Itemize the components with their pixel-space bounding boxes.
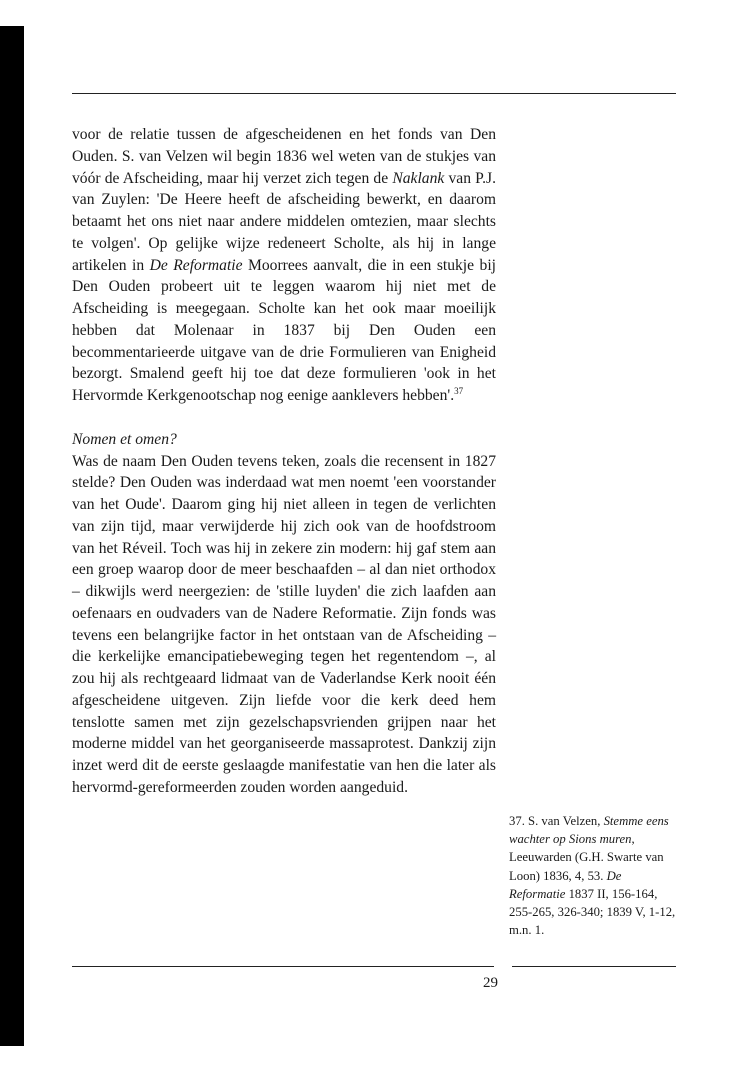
paragraph-text: van P.J. van Zuylen: 'De Heere heeft de afscheiding bewerkt, en daarom betaamt het ons niet naar andere middelen omtezien, maar slechts te volgen'. Op gelijke wijze redeneert Scholte, als hij in lange artikelen in	[72, 169, 496, 274]
page-number: 29	[483, 975, 498, 991]
footer-rule-margin	[512, 966, 676, 967]
italic-title-de-reformatie: De Reformatie	[149, 256, 243, 274]
paragraph-text: Moorrees aanvalt, die in een stukje bij Den Ouden probeert uit te leggen waarom hij niet met de Afscheiding is meegegaan. Scholte kan het ook maar moeilijk hebben dat Molenaar in 1837 bij Den Ouden een becommentarieerde uitgave van de drie Formulieren van Enigheid bezorgt. Smalend geeft hij toe dat deze formulieren 'ook in het Hervormde Kerkgenootschap nog eenige aanklevers hebben'.	[72, 256, 496, 404]
paragraph-text: voor de relatie tussen de afgescheidenen en het fonds van Den Ouden. S. van Velzen wil begin 1836 wel weten van de stukjes van vóór de Afscheiding, maar hij verzet zich tegen de	[72, 126, 496, 187]
body-paragraph-1	[72, 124, 496, 407]
footnote-text: 37. S. van Velzen,	[509, 814, 604, 828]
footer-rule-main	[72, 966, 494, 967]
section-heading: Nomen et omen?	[72, 430, 177, 448]
footnote-reference: 37	[454, 385, 464, 396]
footnote-text: , Leeuwarden (G.H. Swarte van Loon) 1836, 4, 53.	[509, 832, 664, 883]
footnote-italic-title: Stemme eens wachter op Sions muren	[509, 814, 669, 847]
main-text-column	[72, 124, 496, 799]
scan-binding-edge	[0, 26, 24, 1046]
footnote-37	[509, 812, 679, 939]
footnote-text: 1837 II, 156-164, 255-265, 326-340; 1839 V, 1-12, m.n. 1.	[509, 886, 676, 938]
italic-title-naklank: Naklank	[392, 169, 445, 187]
header-rule	[72, 93, 676, 94]
footnote-italic-title: De Reformatie	[509, 868, 622, 901]
body-paragraph-2: Was de naam Den Ouden tevens teken, zoals die recensent in 1827 stelde? Den Ouden was inderdaad wat men noemt 'een voorstander van het Oude'. Daarom ging hij niet alleen in tegen de verlichten van zijn tijd, maar verwijderde hij zich ook van de hoofdstroom van het Réveil. Toch was hij in zekere zin modern: hij gaf stem aan een groep waarop door de meer beschaafden – al dan niet orthodox – dikwijls werd neergezien: de 'stille luyden' die zich laafden aan oefenaars en oudvaders van de Nadere Reformatie. Zijn fonds was tevens een belangrijke factor in het ontstaan van de Afscheiding – die kerkelijke emancipatiebeweging tegen het regentendom –, al zou hij als rechtgeaard lidmaat van de Vaderlandse Kerk nooit één afgescheidene uitgeven. Zijn liefde voor die kerk deed hem tenslotte samen met zijn gezelschapsvrienden grijpen naar het moderne middel van het georganiseerde massaprotest. Dankzij zijn inzet werd dit de eerste geslaagde manifestatie van hen die later als hervormd-gereformeerden zouden worden aangeduid.	[72, 452, 496, 796]
